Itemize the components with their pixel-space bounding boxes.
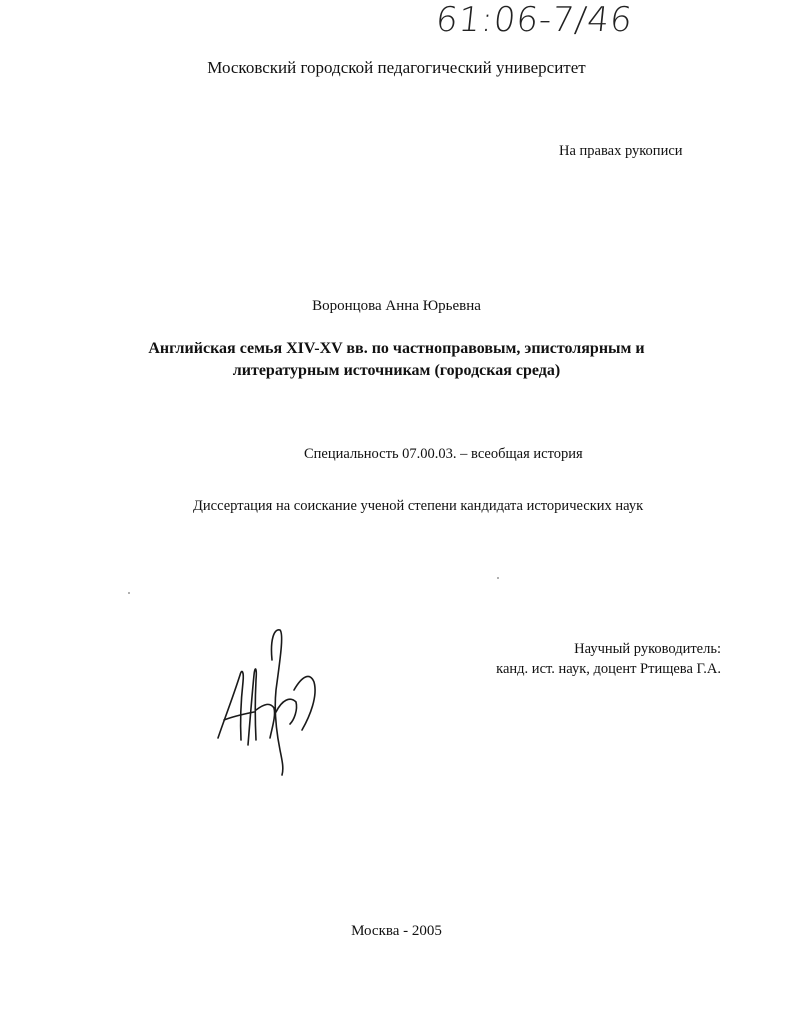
rights-note: На правах рукописи — [559, 143, 683, 159]
title-line-2: литературным источникам (городская среда) — [232, 362, 561, 379]
supervisor-label: Научный руководитель: — [574, 641, 721, 657]
title-line-1: Английская семья XIV-XV вв. по частноправовым, эпистолярным и — [148, 340, 645, 357]
scan-speck — [497, 577, 499, 579]
place-year: Москва - 2005 — [351, 923, 442, 939]
university-name: Московский городской педагогический университет — [207, 58, 586, 77]
dissertation-title — [0, 338, 793, 382]
archive-code: 61:06-7/46 — [433, 0, 635, 40]
specialty: Специальность 07.00.03. – всеобщая история — [304, 446, 583, 462]
supervisor-name: канд. ист. наук, доцент Ртищева Г.А. — [496, 661, 721, 677]
degree-statement: Диссертация на соискание ученой степени кандидата исторических наук — [193, 498, 644, 514]
signature-image — [210, 620, 330, 780]
scan-speck — [128, 592, 130, 594]
supervisor-block — [480, 639, 721, 679]
author-name: Воронцова Анна Юрьевна — [312, 298, 481, 314]
